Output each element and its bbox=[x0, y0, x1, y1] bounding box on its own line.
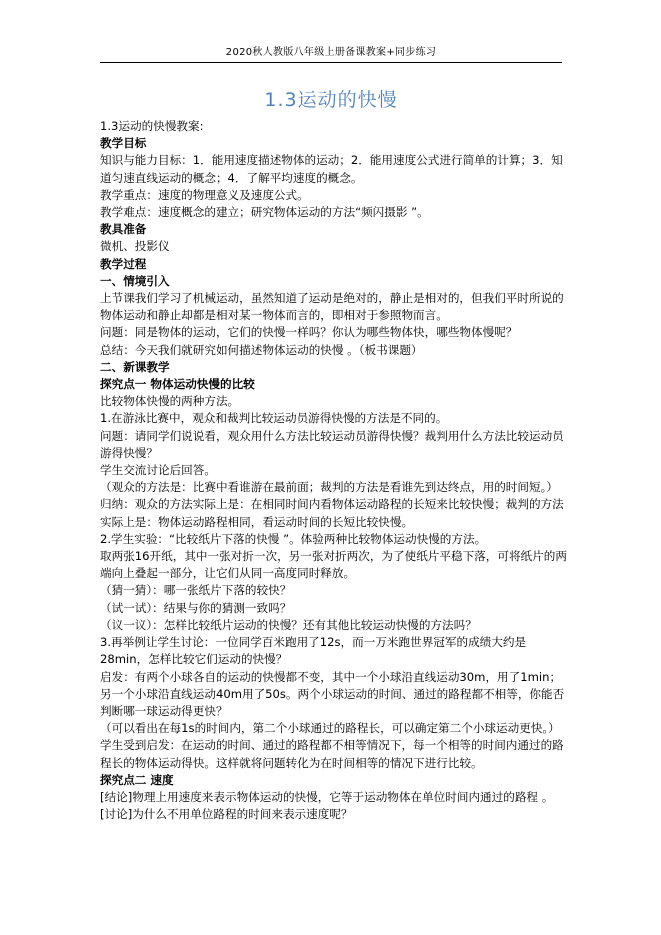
section-heading: 一、情境引入 bbox=[100, 273, 170, 288]
paragraph: [讨论]为什么不用单位路程的时间来表示速度呢？ bbox=[100, 807, 353, 822]
paragraph: 教学难点：速度概念的建立；研究物体运动的方法“频闪摄影 ”。 bbox=[100, 205, 429, 220]
paragraph: 学生交流讨论后回答。 bbox=[100, 463, 216, 478]
paragraph: 问题：同是物体的运动，它们的快慢一样吗？你认为哪些物体快，哪些物体慢呢？ bbox=[100, 325, 518, 340]
paragraph: 取两张16开纸，其中一张对折一次，另一张对折两次，为了使纸片平稳下落，可将纸片的两端向上叠起一部分，让它们从同一高度同时释放。 bbox=[100, 549, 567, 581]
section-heading: 探究点二 速度 bbox=[100, 772, 174, 787]
paragraph: 归纳：观众的方法实际上是：在相同时间内看物体运动路程的长短来比较快慢；裁判的方法实际上是：物体运动路程相同，看运动时间的长短比较快慢。 bbox=[100, 497, 564, 529]
paragraph: 问题：请同学们说说看，观众用什么方法比较运动员游得快慢？裁判用什么方法比较运动员游得快慢？ bbox=[100, 428, 564, 460]
paragraph: （试一试）：结果与你的猜测一致吗？ bbox=[100, 600, 292, 615]
header-rule bbox=[100, 62, 562, 63]
section-heading: 探究点一 物体运动快慢的比较 bbox=[100, 377, 255, 392]
paragraph: 知识与能力目标：1．能用速度描述物体的运动；2．能用速度公式进行简单的计算；3．知道匀速直线运动的概念；4．了解平均速度的概念。 bbox=[100, 153, 563, 185]
paragraph: 上节课我们学习了机械运动，虽然知道了运动是绝对的，静止是相对的，但我们平时所说的物体运动和静止却都是相对某一物体而言的，即相对于参照物而言。 bbox=[100, 291, 564, 323]
section-heading: 教学过程 bbox=[100, 256, 147, 271]
paragraph: 2.学生实验：“比较纸片下落的快慢 ”。体验两种比较物体运动快慢的方法。 bbox=[100, 531, 487, 546]
paragraph: 1.在游泳比赛中，观众和裁判比较运动员游得快慢的方法是不同的。 bbox=[100, 411, 448, 426]
document-title: 1.3运动的快慢 bbox=[264, 89, 398, 111]
section-heading: 二、新课教学 bbox=[100, 359, 170, 374]
paragraph: （观众的方法是：比赛中看谁游在最前面；裁判的方法是看谁先到达终点，用的时间短。） bbox=[100, 480, 558, 495]
paragraph: （议一议）：怎样比较纸片运动的快慢？还有其他比较运动快慢的方法吗？ bbox=[100, 617, 477, 632]
section-heading: 教具准备 bbox=[100, 222, 147, 237]
paragraph: [结论]物理上用速度来表示物体运动的快慢，它等于运动物体在单位时间内通过的路程 。 bbox=[100, 789, 554, 804]
document-body bbox=[100, 118, 568, 823]
paragraph: 微机、投影仪 bbox=[100, 239, 170, 254]
paragraph: 教学重点：速度的物理意义及速度公式。 bbox=[100, 187, 309, 202]
paragraph: 总结：今天我们就研究如何描述物体运动的快慢 。（板书课题） bbox=[100, 342, 423, 357]
section-heading: 教学目标 bbox=[100, 136, 147, 151]
paragraph: （可以看出在每1s的时间内，第二个小球通过的路程长，可以确定第二个小球运动更快。） bbox=[100, 721, 560, 736]
paragraph: 比较物体快慢的两种方法。 bbox=[100, 394, 240, 409]
paragraph: （猜一猜）：哪一张纸片下落的较快？ bbox=[100, 583, 292, 598]
paragraph: 3.再举例让学生讨论：一位同学百米跑用了12s，而一万米跑世界冠军的成绩大约是28min，怎样比较它们运动的快慢？ bbox=[100, 635, 527, 667]
page-header: 2020秋人教版八年级上册备课教案+同步练习 bbox=[225, 47, 437, 58]
paragraph: 1.3运动的快慢教案: bbox=[100, 119, 204, 133]
paragraph: 启发：有两个小球各自的运动的快慢都不变，其中一个小球沿直线运动30m，用了1min；另一个小球沿直线运动40m用了50s。两个小球运动的时间、通过的路程都不相等，你能否判断哪一球运动得更快？ bbox=[100, 669, 565, 718]
paragraph: 学生受到启发：在运动的时间、通过的路程都不相等情况下，每一个相等的时间内通过的路程长的物体运动得快。这样就将问题转化为在时间相等的情况下进行比较。 bbox=[100, 738, 564, 770]
